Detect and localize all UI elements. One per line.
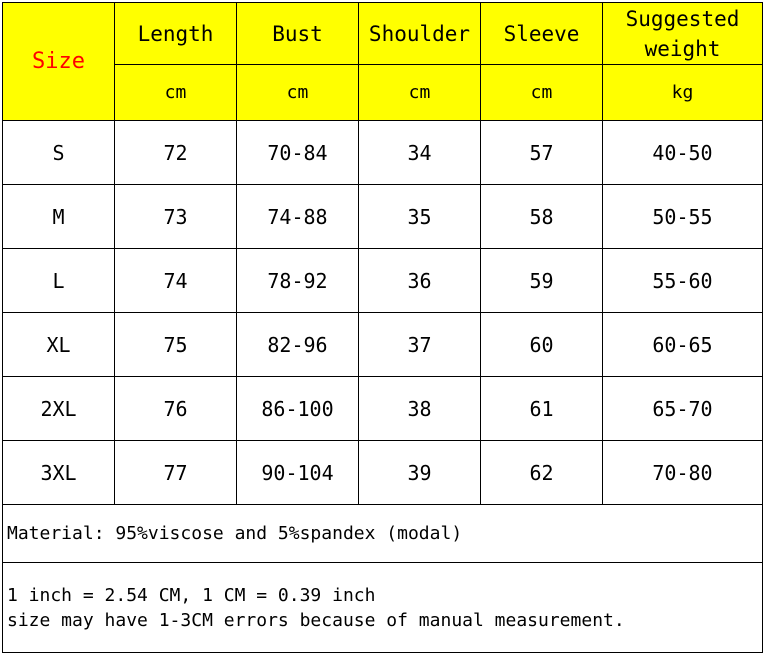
material-cell (3, 505, 763, 563)
sleeve-cell: 62 (481, 441, 603, 505)
size-chart-sheet (2, 2, 762, 654)
size-cell: M (3, 185, 115, 249)
unit-weight: kg (671, 82, 694, 103)
unit-cell (359, 65, 481, 121)
table-row (3, 441, 763, 505)
column-header-cell (237, 3, 359, 65)
size-header-cell (3, 3, 115, 121)
length-cell: 76 (115, 377, 237, 441)
size-cell: L (3, 249, 115, 313)
unit-cell (603, 65, 763, 121)
column-header-cell (603, 3, 763, 65)
column-header-suggested-weight: Suggested weight (625, 6, 740, 61)
shoulder-cell: 38 (359, 377, 481, 441)
sleeve-cell: 61 (481, 377, 603, 441)
bust-cell: 86-100 (237, 377, 359, 441)
weight-cell: 70-80 (603, 441, 763, 505)
size-cell: 3XL (3, 441, 115, 505)
column-header-shoulder: Shoulder (368, 21, 471, 46)
column-header-length: Length (137, 21, 214, 46)
error-note: size may have 1-3CM errors because of manual measurement. (7, 609, 625, 631)
bust-cell: 82-96 (237, 313, 359, 377)
weight-cell: 50-55 (603, 185, 763, 249)
weight-cell: 40-50 (603, 121, 763, 185)
bust-cell: 70-84 (237, 121, 359, 185)
column-header-cell (359, 3, 481, 65)
shoulder-cell: 37 (359, 313, 481, 377)
conversion-note: 1 inch = 2.54 CM, 1 CM = 0.39 inch (7, 584, 376, 606)
table-row (3, 121, 763, 185)
column-header-sleeve: Sleeve (503, 21, 580, 46)
notes-cell (3, 563, 763, 653)
material-row (3, 505, 763, 563)
size-cell: S (3, 121, 115, 185)
size-cell: 2XL (3, 377, 115, 441)
weight-cell: 60-65 (603, 313, 763, 377)
weight-cell: 55-60 (603, 249, 763, 313)
length-cell: 75 (115, 313, 237, 377)
unit-shoulder: cm (408, 82, 431, 103)
bust-cell: 90-104 (237, 441, 359, 505)
header-row (3, 3, 763, 65)
column-header-bust: Bust (272, 21, 323, 46)
unit-sleeve: cm (530, 82, 553, 103)
size-header: Size (32, 49, 85, 74)
unit-bust: cm (286, 82, 309, 103)
unit-cell (481, 65, 603, 121)
bust-cell: 74-88 (237, 185, 359, 249)
table-row (3, 249, 763, 313)
size-chart-table (2, 2, 763, 653)
unit-length: cm (164, 82, 187, 103)
unit-cell (237, 65, 359, 121)
table-row (3, 185, 763, 249)
unit-cell (115, 65, 237, 121)
units-row (3, 65, 763, 121)
shoulder-cell: 34 (359, 121, 481, 185)
length-cell: 72 (115, 121, 237, 185)
sleeve-cell: 59 (481, 249, 603, 313)
sleeve-cell: 58 (481, 185, 603, 249)
table-row (3, 377, 763, 441)
length-cell: 77 (115, 441, 237, 505)
weight-cell: 65-70 (603, 377, 763, 441)
size-cell: XL (3, 313, 115, 377)
bust-cell: 78-92 (237, 249, 359, 313)
column-header-cell (115, 3, 237, 65)
table-row (3, 313, 763, 377)
shoulder-cell: 35 (359, 185, 481, 249)
shoulder-cell: 36 (359, 249, 481, 313)
column-header-cell (481, 3, 603, 65)
sleeve-cell: 60 (481, 313, 603, 377)
length-cell: 73 (115, 185, 237, 249)
length-cell: 74 (115, 249, 237, 313)
shoulder-cell: 39 (359, 441, 481, 505)
sleeve-cell: 57 (481, 121, 603, 185)
notes-row (3, 563, 763, 653)
material-note: Material: 95%viscose and 5%spandex (modal) (7, 523, 463, 544)
